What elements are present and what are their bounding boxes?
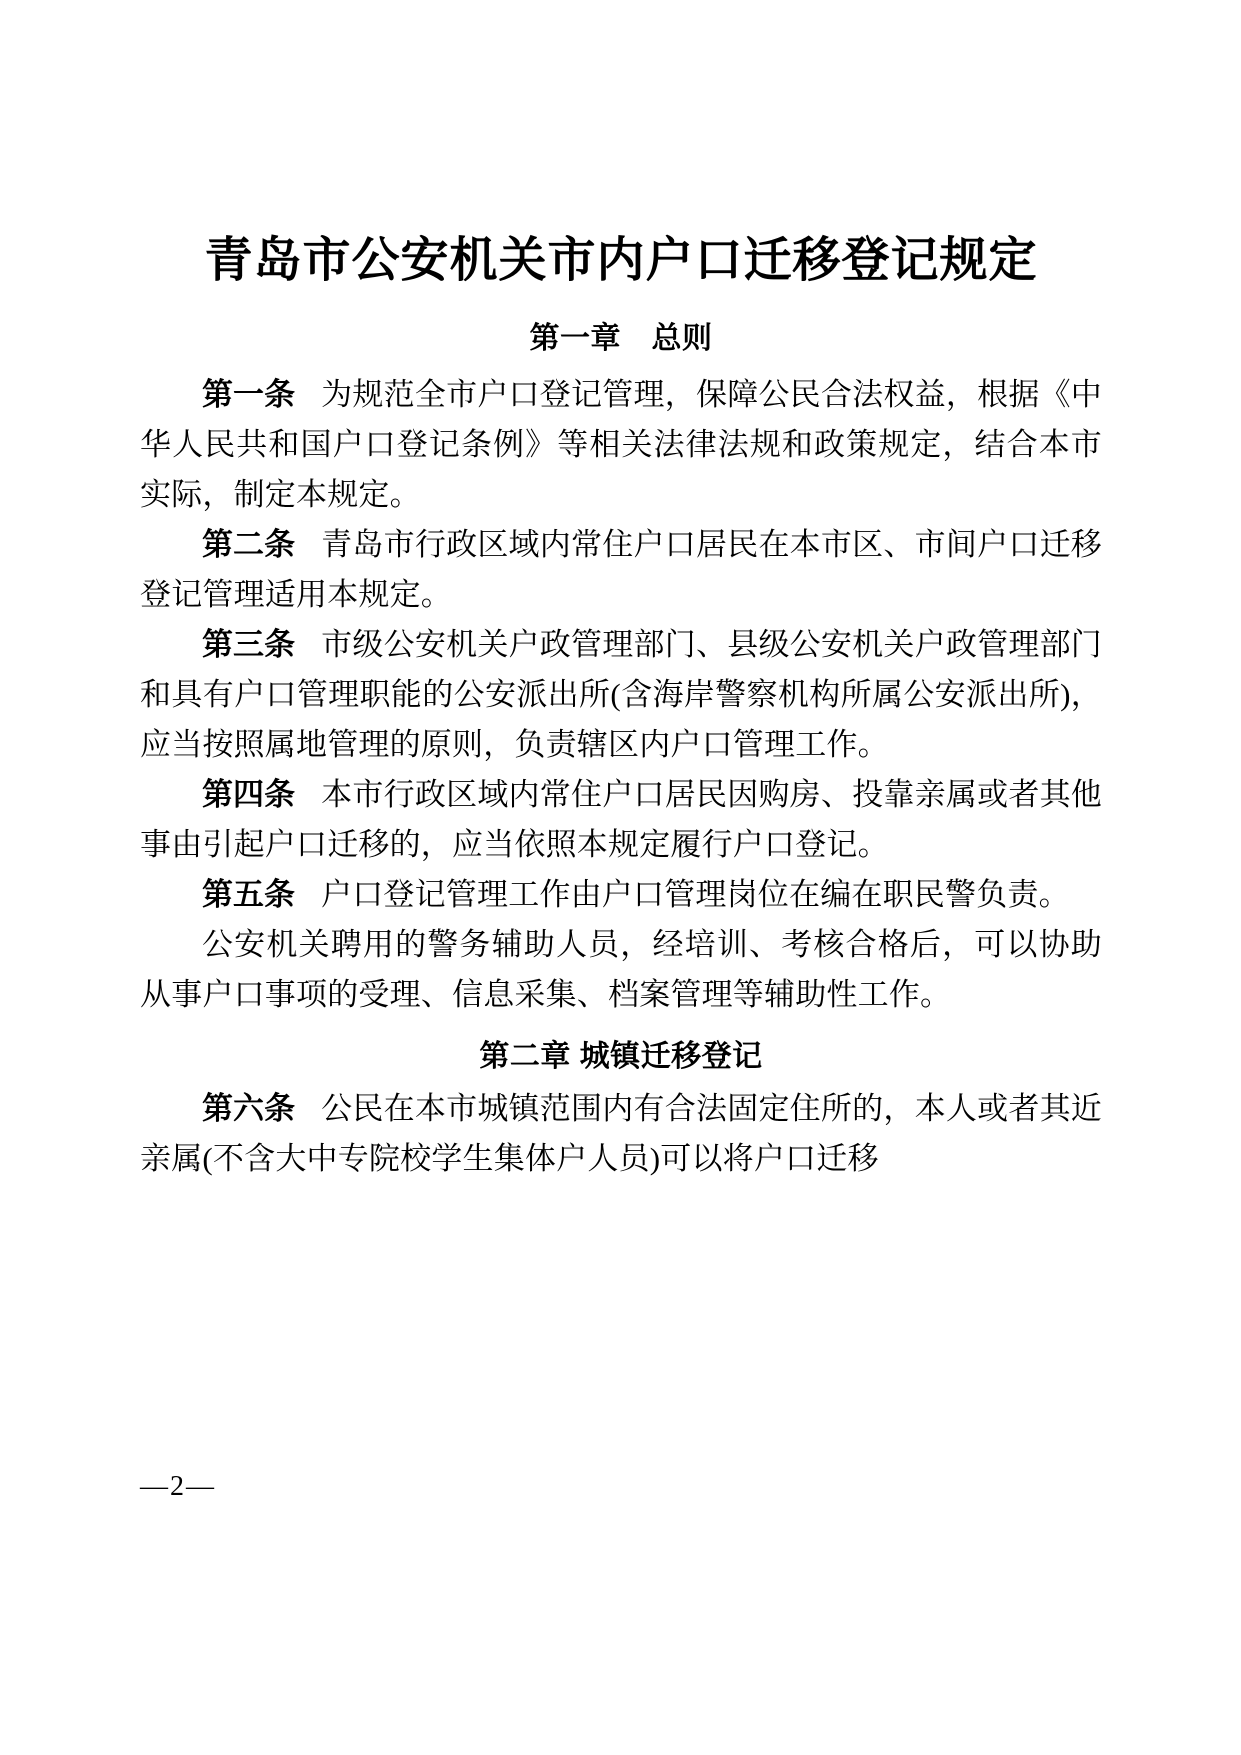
article-text-6: 公民在本市城镇范围内有合法固定住所的，本人或者其近亲属(不含大中专院校学生集体户人员)可以将户口迁移 [140, 1091, 1102, 1176]
article-paragraph-6 [140, 1084, 1102, 1184]
chapter-heading-1: 第一章 总则 [529, 322, 713, 355]
page-title: 青岛市公安机关市内户口迁移登记规定 [204, 232, 1038, 288]
article-text-4: 本市行政区域内常住户口居民因购房、投靠亲属或者其他事由引起户口迁移的，应当依照本规定履行户口登记。 [140, 777, 1102, 862]
chapter-heading-2: 第二章 城镇迁移登记 [479, 1040, 763, 1073]
article-label-5: 第五条 [202, 877, 295, 912]
article-label-4: 第四条 [202, 777, 296, 812]
article-text-3: 市级公安机关户政管理部门、县级公安机关户政管理部门和具有户口管理职能的公安派出所(含海岸警察机构所属公安派出所)，应当按照属地管理的原则，负责辖区内户口管理工作。 [140, 627, 1102, 762]
article-paragraph-1 [140, 370, 1102, 520]
article-text-5-continued: 公安机关聘用的警务辅助人员，经培训、考核合格后，可以协助从事户口事项的受理、信息采集、档案管理等辅助性工作。 [140, 927, 1102, 1012]
article-text-5: 户口登记管理工作由户口管理岗位在编在职民警负责。 [321, 877, 1070, 912]
page-number: —2— [140, 1471, 216, 1502]
article-label-3: 第三条 [202, 627, 296, 662]
article-text-1: 为规范全市户口登记管理，保障公民合法权益，根据《中华人民共和国户口登记条例》等相关法律法规和政策规定，结合本市实际，制定本规定。 [140, 377, 1102, 512]
article-paragraph-4 [140, 770, 1102, 870]
document-body [140, 228, 1102, 1184]
article-text-2: 青岛市行政区域内常住户口居民在本市区、市间户口迁移登记管理适用本规定。 [140, 527, 1102, 612]
article-label-6: 第六条 [202, 1091, 296, 1126]
article-paragraph-3 [140, 620, 1102, 770]
article-paragraph-5 [140, 870, 1102, 920]
article-paragraph-5-continued [140, 920, 1102, 1020]
article-paragraph-2 [140, 520, 1102, 620]
article-label-1: 第一条 [202, 377, 296, 412]
article-label-2: 第二条 [202, 527, 296, 562]
